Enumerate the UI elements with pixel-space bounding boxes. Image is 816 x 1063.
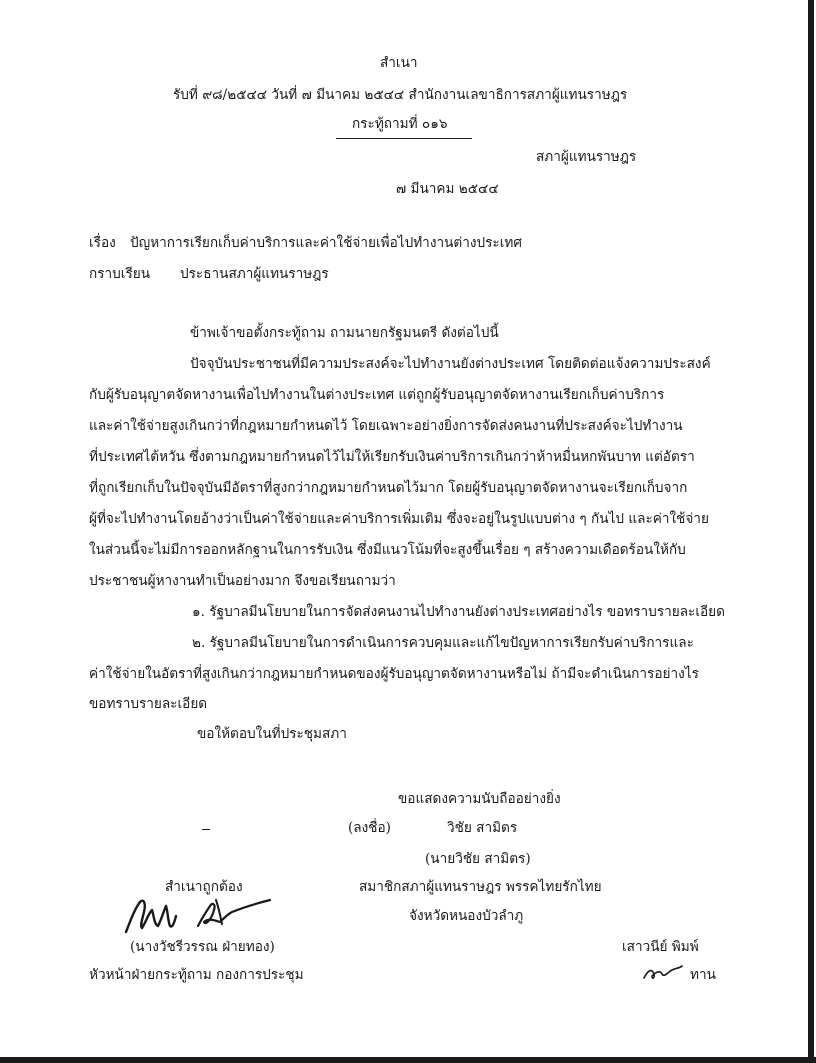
closing-regards: ขอแสดงความนับถืออย่างยิ่ง [398,791,561,807]
subject-label: เรื่อง [89,235,116,251]
page-edge-bottom [0,1057,816,1063]
question-number-underline [336,138,472,139]
paragraph-line: ผู้ที่จะไปทำงานโดยอ้างว่าเป็นค่าใช้จ่ายและค่าบริการเพิ่มเติม ซึ่งจะอยู่ในรูปแบบต่าง ๆ กันไป และค่าใช้จ่าย [89,511,709,527]
receipt-line: รับที่ ๙๘/๒๕๔๔ วันที่ ๗ มีนาคม ๒๕๔๔ สำนักงานเลขาธิการสภาผู้แทนราษฎร [173,87,628,103]
sign-label: (ลงชื่อ) [348,820,391,836]
initials-mark [640,962,684,984]
typist-name: เสาวนีย์ พิมพ์ [622,939,699,955]
certification-label: สำเนาถูกต้อง [165,879,243,895]
signer-full-name: (นายวิชัย สามิตร) [425,851,531,867]
copy-label: สำเนา [380,55,418,71]
question-number: กระทู้ถามที่ ๐๑๖ [352,116,448,132]
question-2-line: ค่าใช้จ่ายในอัตราที่สูงเกินกว่ากฎหมายกำหนดของผู้รับอนุญาตจัดหางานหรือไม่ ถ้ามีจะดำเนินการอย่างไร [89,666,699,682]
document-date: ๗ มีนาคม ๒๕๔๔ [396,181,499,197]
paragraph-line: ที่ประเทศไต้หวัน ซึ่งตามกฎหมายกำหนดไว้ไม่ให้เรียกรับเงินค่าบริการเกินกว่าห้าหมื่นหกพันบาท แต่อัตรา [89,449,695,465]
paragraph-line: และค่าใช้จ่ายสูงเกินกว่าที่กฎหมายกำหนดไว้ โดยเฉพาะอย่างยิ่งการจัดส่งคนงานที่ประสงค์จะไปทำงาน [89,418,683,434]
question-2-line: ขอทราบรายละเอียด [89,696,208,712]
dash-mark [202,829,210,830]
certifier-name: (นางวัชรีวรรณ ฝ่ายทอง) [130,939,275,955]
question-1: ๑. รัฐบาลมีนโยบายในการจัดส่งคนงานไปทำงานยังต่างประเทศอย่างไร ขอทราบรายละเอียด [192,604,725,620]
signer-name: วิชัย สามิตร [447,820,518,836]
paragraph-line: ปัจจุบันประชาชนที่มีความประสงค์จะไปทำงานยังต่างประเทศ โดยติดต่อแจ้งความประสงค์ [190,356,711,372]
subject-text: ปัญหาการเรียกเก็บค่าบริการและค่าใช้จ่ายเพื่อไปทำงานต่างประเทศ [130,235,522,251]
addressee-text: ประธานสภาผู้แทนราษฎร [180,266,329,282]
signer-position: สมาชิกสภาผู้แทนราษฎร พรรคไทยรักไทย [359,879,602,895]
paragraph-line: ประชาชนผู้หางานทำเป็นอย่างมาก จึงขอเรียนถามว่า [89,573,396,589]
body-intro: ข้าพเจ้าขอตั้งกระทู้ถาม ถามนายกรัฐมนตรี ดังต่อไปนี้ [190,325,499,341]
paragraph-line: ในส่วนนี้จะไม่มีการออกหลักฐานในการรับเงิน ซึ่งมีแนวโน้มที่จะสูงขึ้นเรื่อย ๆ สร้างความเดือดร้อนให้กับ [89,542,686,558]
answer-request: ขอให้ตอบในที่ประชุมสภา [197,726,347,742]
page-edge-right [808,0,814,1063]
typist-check: ทาน [690,967,716,983]
organization: สภาผู้แทนราษฎร [536,149,637,165]
signer-province: จังหวัดหนองบัวลำภู [409,908,524,924]
addressee-label: กราบเรียน [89,266,150,282]
question-2-line: ๒. รัฐบาลมีนโยบายในการดำเนินการควบคุมและแก้ไขปัญหาการเรียกรับค่าบริการและ [192,635,694,651]
certifier-position: หัวหน้าฝ่ายกระทู้ถาม กองการประชุม [89,967,304,983]
handwritten-signature [118,892,278,940]
paragraph-line: กับผู้รับอนุญาตจัดหางานเพื่อไปทำงานในต่างประเทศ แต่ถูกผู้รับอนุญาตจัดหางานเรียกเก็บค่าบริการ [89,387,665,403]
paragraph-line: ที่ถูกเรียกเก็บในปัจจุบันมีอัตราที่สูงกว่ากฎหมายกำหนดไว้มาก โดยผู้รับอนุญาตจัดหางานจะเรียกเก็บจาก [89,480,688,496]
